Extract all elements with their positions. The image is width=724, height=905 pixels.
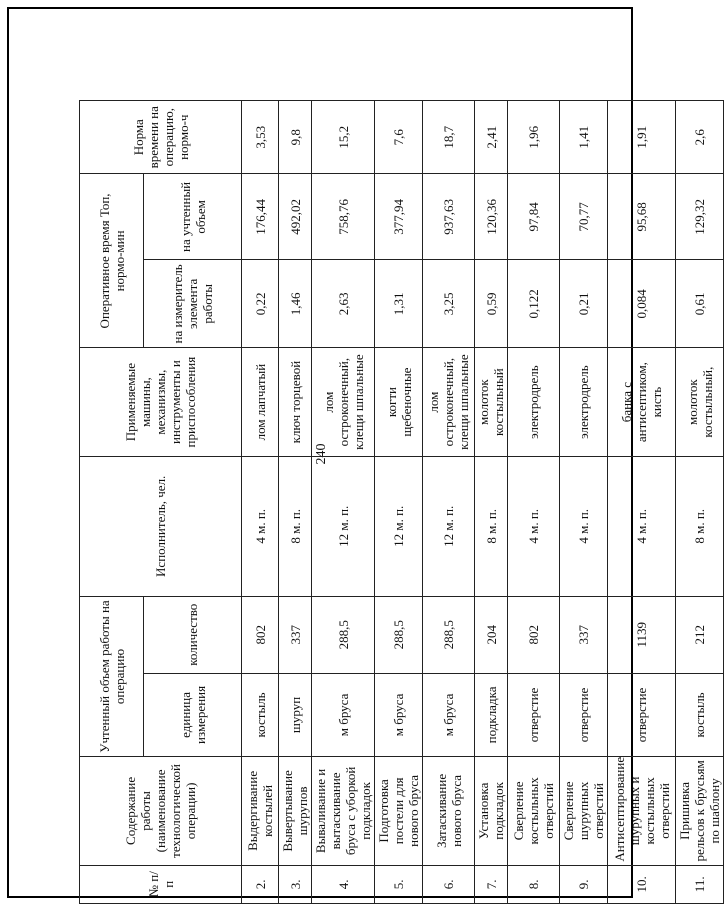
cell-time-element: 1,31: [375, 260, 423, 348]
header-unit: единица измерения: [144, 673, 242, 757]
cell-unit: отверстие: [608, 673, 676, 757]
cell-time-element: 0,59: [475, 260, 508, 348]
cell-content: Подготовка постели для нового бруса: [375, 757, 423, 865]
cell-num: 5.: [375, 865, 423, 903]
cell-quantity: 337: [560, 596, 608, 673]
cell-machines: когти щебеночные: [375, 348, 423, 456]
cell-quantity: 212: [676, 596, 724, 673]
cell-norm: 1,41: [560, 101, 608, 174]
cell-norm: 3,53: [242, 101, 279, 174]
cell-norm: 15,2: [312, 101, 375, 174]
cell-time-volume: 129,32: [676, 174, 724, 260]
cell-quantity: 337: [279, 596, 312, 673]
cell-executor: 12 м. п.: [423, 456, 475, 596]
cell-time-volume: 758,76: [312, 174, 375, 260]
table-row: [676, 101, 724, 904]
cell-time-element: 1,46: [279, 260, 312, 348]
cell-time-volume: 492,02: [279, 174, 312, 260]
cell-content: Пришивка рельсов к брусьям по шаблону: [676, 757, 724, 865]
cell-num: 7.: [475, 865, 508, 903]
cell-num: 2.: [242, 865, 279, 903]
cell-num: 8.: [508, 865, 560, 903]
cell-content: Вываливание и вытаскивание бруса с уборкой подкладок: [312, 757, 375, 865]
cell-time-volume: 95,68: [608, 174, 676, 260]
cell-time-element: 3,25: [423, 260, 475, 348]
cell-unit: подкладка: [475, 673, 508, 757]
cell-unit: отверстие: [508, 673, 560, 757]
cell-unit: м бруса: [312, 673, 375, 757]
table-row: [508, 101, 560, 904]
header-norm: Норма времени на операцию, нормо-ч: [80, 101, 242, 174]
rotated-table-container: [79, 100, 722, 904]
cell-executor: 12 м. п.: [375, 456, 423, 596]
cell-executor: 8 м. п.: [475, 456, 508, 596]
cell-unit: костыль: [676, 673, 724, 757]
cell-content: Вывертывание шурупов: [279, 757, 312, 865]
cell-norm: 1,91: [608, 101, 676, 174]
cell-executor: 4 м. п.: [608, 456, 676, 596]
header-machines: Применяемые машины, механизмы, инструменты и приспособления: [80, 348, 242, 456]
cell-norm: 18,7: [423, 101, 475, 174]
cell-unit: шуруп: [279, 673, 312, 757]
cell-time-element: 0,21: [560, 260, 608, 348]
cell-time-volume: 97,84: [508, 174, 560, 260]
table-row: [375, 101, 423, 904]
cell-time-volume: 176,44: [242, 174, 279, 260]
cell-content: Сверление шурупных отверстий: [560, 757, 608, 865]
cell-machines: банка с антисептиком, кисть: [608, 348, 676, 456]
cell-quantity: 204: [475, 596, 508, 673]
cell-executor: 12 м. п.: [312, 456, 375, 596]
cell-time-volume: 937,63: [423, 174, 475, 260]
cell-time-volume: 120,36: [475, 174, 508, 260]
cell-time-volume: 70,77: [560, 174, 608, 260]
cell-quantity: 802: [508, 596, 560, 673]
table-row: [608, 101, 676, 904]
header-time-element: на измеритель элемента работы: [144, 260, 242, 348]
cell-time-element: 0,084: [608, 260, 676, 348]
cell-num: 10.: [608, 865, 676, 903]
table-row: [423, 101, 475, 904]
cell-quantity: 288,5: [312, 596, 375, 673]
table-row: [242, 101, 279, 904]
cell-unit: костыль: [242, 673, 279, 757]
cell-executor: 4 м. п.: [242, 456, 279, 596]
cell-machines: молоток костыльный,: [676, 348, 724, 456]
cell-executor: 4 м. п.: [508, 456, 560, 596]
header-executor: Исполнитель, чел.: [80, 456, 242, 596]
cell-num: 6.: [423, 865, 475, 903]
header-content: Содержание работы (наименование технологической операции): [80, 757, 242, 865]
cell-content: Выдергивание костылей: [242, 757, 279, 865]
cell-unit: отверстие: [560, 673, 608, 757]
cell-num: 9.: [560, 865, 608, 903]
header-time-volume: на учтенный объем: [144, 174, 242, 260]
norms-table: [79, 100, 724, 904]
cell-quantity: 288,5: [423, 596, 475, 673]
cell-time-element: 2,63: [312, 260, 375, 348]
cell-machines: лом лапчатый: [242, 348, 279, 456]
table-row: [475, 101, 508, 904]
cell-quantity: 1139: [608, 596, 676, 673]
cell-norm: 7,6: [375, 101, 423, 174]
cell-time-element: 0,22: [242, 260, 279, 348]
table-row: [279, 101, 312, 904]
page-number: 240: [314, 443, 329, 465]
table-row: [560, 101, 608, 904]
cell-machines: лом остроконечный, клещи шпальные: [423, 348, 475, 456]
cell-num: 4.: [312, 865, 375, 903]
cell-norm: 2,41: [475, 101, 508, 174]
cell-unit: м бруса: [423, 673, 475, 757]
header-time-group: Оперативное время Топ, нормо-мин: [80, 174, 144, 348]
cell-num: 3.: [279, 865, 312, 903]
cell-executor: 8 м. п.: [279, 456, 312, 596]
cell-num: 11.: [676, 865, 724, 903]
header-volume-group: Учтенный объем работы на операцию: [80, 596, 144, 756]
cell-machines: ключ торцевой: [279, 348, 312, 456]
cell-content: Затаскивание нового бруса: [423, 757, 475, 865]
cell-machines: молоток костыльный: [475, 348, 508, 456]
cell-content: Антисептирование шурупных и костыльных отверстий: [608, 757, 676, 865]
cell-norm: 2,6: [676, 101, 724, 174]
cell-executor: 8 м. п.: [676, 456, 724, 596]
cell-executor: 4 м. п.: [560, 456, 608, 596]
cell-time-volume: 377,94: [375, 174, 423, 260]
header-num: № п/п: [80, 865, 242, 903]
cell-content: Сверление костыльных отверстий: [508, 757, 560, 865]
cell-quantity: 802: [242, 596, 279, 673]
cell-machines: лом остроконечный, клещи шпальные: [312, 348, 375, 456]
cell-time-element: 0,61: [676, 260, 724, 348]
table-row: [312, 101, 375, 904]
cell-content: Установка подкладок: [475, 757, 508, 865]
cell-quantity: 288,5: [375, 596, 423, 673]
cell-norm: 1,96: [508, 101, 560, 174]
cell-norm: 9,8: [279, 101, 312, 174]
cell-machines: электродрель: [508, 348, 560, 456]
cell-unit: м бруса: [375, 673, 423, 757]
header-quantity: количество: [144, 596, 242, 673]
cell-machines: электродрель: [560, 348, 608, 456]
cell-time-element: 0,122: [508, 260, 560, 348]
